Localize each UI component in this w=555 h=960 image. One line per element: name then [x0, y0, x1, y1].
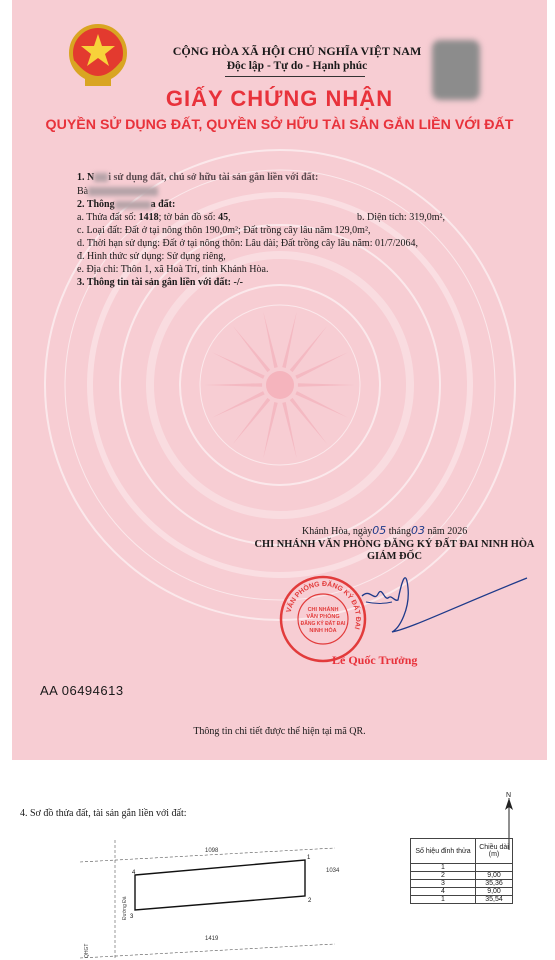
issuing-office: CHI NHÁNH VĂN PHÒNG ĐĂNG KÝ ĐẤT ĐAI NINH HÒA — [254, 539, 535, 550]
svg-text:2: 2 — [308, 898, 312, 904]
table-row — [411, 864, 513, 872]
svg-text:4: 4 — [132, 870, 136, 876]
national-emblem-icon — [67, 22, 129, 92]
svg-text:QHGT: QHGT — [84, 943, 90, 958]
national-motto: Độc lập - Tự do - Hạnh phúc — [226, 60, 368, 72]
parcel-sketch — [80, 840, 340, 960]
usage-form-line: đ. Hình thức sử dụng: Sử dụng riêng, — [77, 251, 226, 262]
vertex-cell: 2 — [411, 872, 476, 880]
neighbor-parcel-right: 1034 — [326, 868, 340, 874]
vertex-cell: 1 — [411, 864, 476, 872]
section-4-heading: 4. Sơ đồ thửa đất, tài sản gắn liền với đất: — [20, 808, 187, 819]
redacted-owner-name — [88, 187, 158, 196]
signer-name: Lê Quốc Trưởng — [332, 653, 418, 667]
length-cell — [476, 864, 513, 872]
table-row — [411, 880, 513, 888]
svg-text:N: N — [506, 792, 512, 799]
svg-text:1098: 1098 — [205, 848, 219, 854]
svg-text:1419: 1419 — [205, 936, 219, 942]
vertex-cell: 1 — [411, 896, 476, 904]
sun-ray — [263, 402, 277, 458]
svg-text:3: 3 — [130, 914, 134, 920]
usage-term-line: d. Thời hạn sử dụng: Đất ở tại nông thôn: Lâu dài; Đất trồng cây lâu năm: 01/7/2064, — [77, 238, 419, 249]
vertex-cell: 3 — [411, 880, 476, 888]
land-use-certificate — [12, 0, 547, 760]
certificate-serial-number: AA 06494613 — [40, 683, 124, 698]
handwritten-day: 05 — [372, 524, 387, 537]
section-2-heading: 2. Thông a đất: — [77, 199, 176, 210]
length-cell: 9,00 — [476, 888, 513, 896]
owner-line: Bà — [77, 186, 158, 197]
length-cell: 35,36 — [476, 880, 513, 888]
svg-text:NINH HÒA: NINH HÒA — [309, 628, 337, 634]
table-row — [411, 896, 513, 904]
svg-text:ĐĂNG KÝ ĐẤT ĐAI: ĐĂNG KÝ ĐẤT ĐAI — [300, 621, 346, 627]
plot-diagram-page — [0, 760, 555, 960]
handwritten-month: 03 — [410, 524, 425, 537]
sun-ray — [298, 383, 355, 387]
handwritten-signature — [352, 558, 532, 638]
vertex-cell: 4 — [411, 888, 476, 896]
sun-ray — [263, 312, 277, 368]
sun-ray — [205, 383, 262, 387]
table-row — [411, 872, 513, 880]
table-header-length: Chiều dài (m) — [476, 839, 513, 864]
svg-text:1: 1 — [307, 855, 311, 861]
length-cell: 35,54 — [476, 896, 513, 904]
redacted-text — [94, 173, 108, 182]
vertex-length-table — [410, 838, 513, 904]
place-and-date: Khánh Hòa, ngày05 tháng03 năm 2026 — [302, 524, 468, 537]
area-line: b. Diện tích: 319,0m², — [357, 212, 445, 223]
certificate-subtitle: QUYỀN SỬ DỤNG ĐẤT, QUYỀN SỞ HỮU TÀI SẢN GẮN LIỀN VỚI ĐẤT — [45, 117, 514, 133]
parcel-number-line: a. Thửa đất số: 1418; tờ bản đồ số: 45, — [77, 212, 231, 223]
sun-ray — [282, 402, 296, 458]
director-title: GIÁM ĐỐC — [366, 551, 423, 562]
sun-ray — [282, 312, 296, 368]
nation-heading: CỘNG HÒA XÃ HỘI CHỦ NGHĨA VIỆT NAM — [172, 44, 422, 58]
length-cell: 9,00 — [476, 872, 513, 880]
section-3-heading: 3. Thông tin tài sản gắn liền với đất: -/- — [77, 277, 243, 288]
section-1-heading: 1. N i sử dụng đất, chủ sở hữu tài sản gắn liền với đất: — [77, 172, 319, 183]
certificate-title: GIẤY CHỨNG NHẬN — [165, 86, 394, 111]
motto-underline — [225, 76, 365, 77]
svg-text:Đường Đá: Đường Đá — [122, 896, 128, 920]
land-type-line: c. Loại đất: Đất ở tại nông thôn 190,0m²; Đất trồng cây lâu năm 129,0m², — [77, 225, 371, 236]
svg-text:VĂN PHÒNG ĐĂNG KÝ ĐẤT ĐAI: VĂN PHÒNG ĐĂNG KÝ ĐẤT ĐAI — [285, 580, 362, 630]
address-line: e. Địa chỉ: Thôn 1, xã Hoà Trí, tỉnh Khánh Hòa. — [77, 264, 269, 275]
redacted-text — [115, 201, 151, 209]
table-header-vertex: Số hiệu đỉnh thửa — [411, 839, 476, 864]
table-row — [411, 888, 513, 896]
svg-text:CHI NHÁNH: CHI NHÁNH — [307, 607, 339, 613]
svg-text:VĂN PHÒNG: VĂN PHÒNG — [306, 614, 340, 620]
qr-info-note: Thông tin chi tiết được thể hiện tại mã QR. — [193, 726, 366, 737]
